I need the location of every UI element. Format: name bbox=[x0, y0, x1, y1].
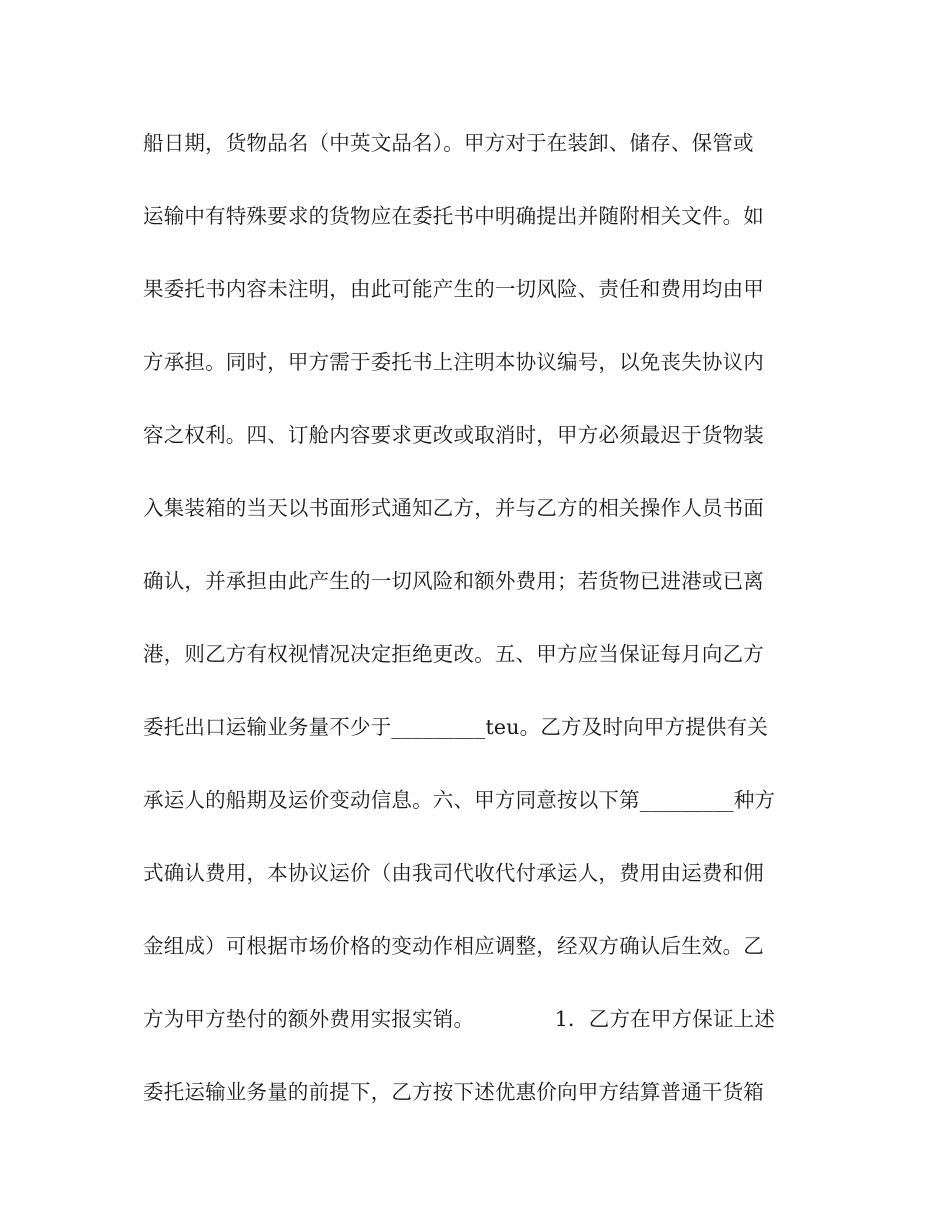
text-line-1: 船日期，货物品名（中英文品名）。甲方对于在装卸、储存、保管或 bbox=[143, 131, 754, 155]
text-line-2: 运输中有特殊要求的货物应在委托书中明确提出并随附相关文件。如 bbox=[143, 204, 764, 228]
text-line-3: 果委托书内容未注明，由此可能产生的一切风险、责任和费用均由甲 bbox=[143, 277, 764, 301]
text-line-11: 式确认费用，本协议运价（由我司代收代付承运人，费用由运费和佣 bbox=[143, 861, 764, 885]
text-line-6: 入集装箱的当天以书面形式通知乙方，并与乙方的相关操作人员书面 bbox=[143, 496, 764, 520]
text-line-9: 委托出口运输业务量不少于_________teu。乙方及时向甲方提供有关 bbox=[143, 715, 769, 739]
text-line-12: 金组成）可根据市场价格的变动作相应调整，经双方确认后生效。乙 bbox=[143, 934, 764, 958]
text-line-8: 港，则乙方有权视情况决定拒绝更改。五、甲方应当保证每月向乙方 bbox=[143, 642, 764, 666]
text-line-14: 委托运输业务量的前提下，乙方按下述优惠价向甲方结算普通干货箱 bbox=[143, 1080, 764, 1104]
text-line-10: 承运人的船期及运价变动信息。六、甲方同意按以下第_________种方 bbox=[143, 788, 776, 812]
text-line-5: 容之权利。四、订舱内容要求更改或取消时，甲方必须最迟于货物装 bbox=[143, 423, 764, 447]
text-line-13: 方为甲方垫付的额外费用实报实销。 1．乙方在甲方保证上述 bbox=[143, 1007, 776, 1031]
text-line-7: 确认，并承担由此产生的一切风险和额外费用；若货物已进港或已离 bbox=[143, 569, 764, 593]
text-line-4: 方承担。同时，甲方需于委托书上注明本协议编号，以免丧失协议内 bbox=[143, 350, 764, 374]
